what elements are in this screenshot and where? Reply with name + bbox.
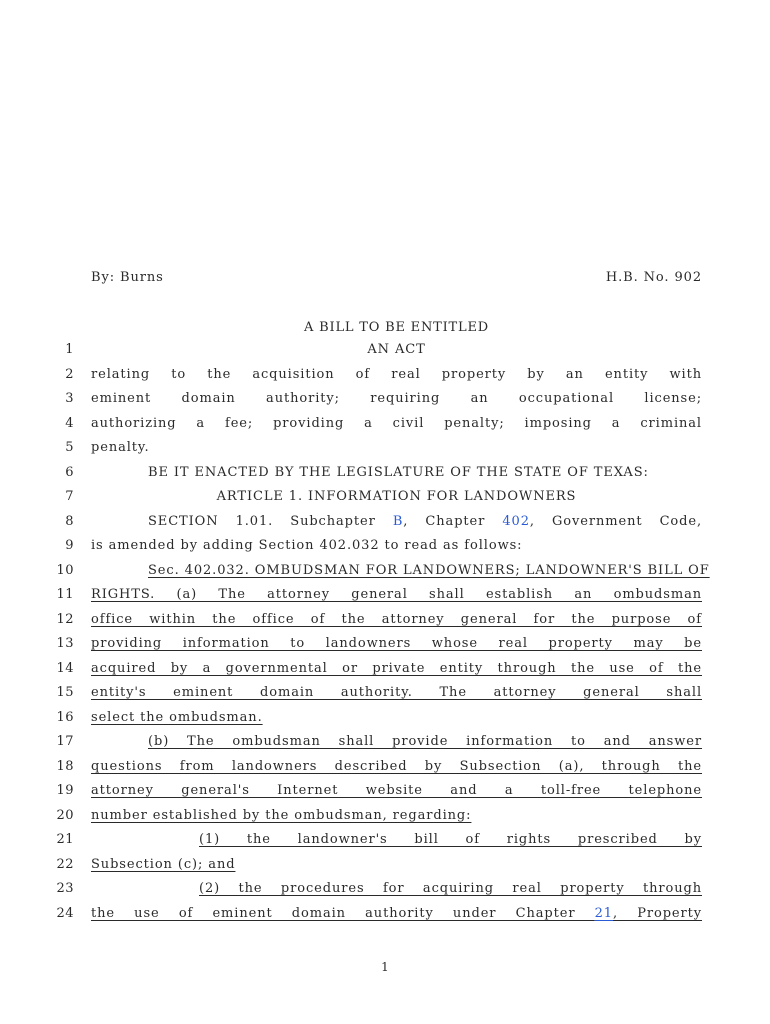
- line-number: 24: [56, 905, 74, 921]
- line-number: 4: [65, 415, 74, 431]
- text-run: AN ACT: [367, 342, 426, 357]
- line-text: [91, 832, 702, 847]
- statute-link[interactable]: 402: [502, 513, 530, 529]
- bill-text-lines: [0, 340, 770, 928]
- line-number: 18: [56, 758, 74, 774]
- line-text: [91, 734, 702, 749]
- statute-link[interactable]: 21: [594, 905, 613, 921]
- line-number: 13: [56, 636, 74, 651]
- line-number: 23: [56, 881, 74, 896]
- text-run: authorizing a fee; providing a civil penalty; imposing a criminal: [91, 415, 702, 431]
- text-run: BE IT ENACTED BY THE LEGISLATURE OF THE STATE OF TEXAS:: [148, 464, 649, 480]
- text-run: (2) the procedures for acquiring real property through: [199, 881, 702, 896]
- line-number: 12: [56, 611, 74, 627]
- text-run: Subsection (c); and: [91, 856, 236, 872]
- statute-link[interactable]: B: [392, 513, 404, 529]
- text-run: (1) the landowner's bill of rights prescribed by: [199, 832, 702, 847]
- bill-line: [0, 536, 770, 561]
- text-run: attorney general's Internet website and a toll-free telephone: [91, 783, 702, 798]
- text-run: , Government Code,: [529, 513, 702, 529]
- text-run: relating to the acquisition of real property by an entity with: [91, 366, 702, 382]
- line-text: [91, 808, 702, 823]
- bill-title: A BILL TO BE ENTITLED: [304, 320, 489, 335]
- text-run: providing information to landowners whose real property may be: [91, 636, 702, 651]
- line-number: 17: [56, 734, 74, 749]
- line-text: [91, 465, 702, 480]
- line-text: [91, 612, 702, 627]
- bill-number: H.B. No. 902: [605, 270, 702, 285]
- text-run: Sec. 402.032. OMBUDSMAN FOR LANDOWNERS; LANDOWNER'S BILL OF: [148, 562, 710, 578]
- line-text: [91, 906, 702, 921]
- line-text: [91, 416, 702, 431]
- text-run: office within the office of the attorney general for the purpose of: [91, 611, 702, 627]
- text-run: ARTICLE 1. INFORMATION FOR LANDOWNERS: [216, 489, 577, 504]
- line-number: 11: [56, 587, 74, 602]
- line-text: [91, 489, 702, 504]
- line-text: [91, 587, 702, 602]
- bill-line: [0, 732, 770, 757]
- bill-line: [0, 757, 770, 782]
- bill-line: [0, 585, 770, 610]
- line-text: [91, 685, 702, 700]
- line-text: [91, 636, 702, 651]
- line-text: [91, 661, 702, 676]
- line-number: 10: [56, 562, 74, 578]
- bill-line: [0, 830, 770, 855]
- line-number: 3: [65, 391, 74, 406]
- line-number: 14: [56, 660, 74, 676]
- line-number: 20: [56, 807, 74, 823]
- text-run: eminent domain authority; requiring an occupational license;: [91, 391, 702, 406]
- line-number: 9: [65, 538, 74, 553]
- bill-line: [0, 487, 770, 512]
- bill-line: [0, 683, 770, 708]
- bill-line: [0, 389, 770, 414]
- line-number: 22: [56, 856, 74, 872]
- bill-line: [0, 512, 770, 537]
- line-text: [91, 759, 702, 774]
- bill-line: [0, 561, 770, 586]
- line-number: 16: [56, 709, 74, 725]
- text-run: entity's eminent domain authority. The attorney general shall: [91, 685, 702, 700]
- line-number: 21: [56, 832, 74, 847]
- bill-line: [0, 806, 770, 831]
- line-text: [91, 710, 702, 725]
- bill-line: [0, 855, 770, 880]
- line-number: 8: [65, 513, 74, 529]
- text-run: select the ombudsman.: [91, 709, 263, 725]
- line-text: [91, 538, 702, 553]
- bill-line: [0, 634, 770, 659]
- text-run: number established by the ombudsman, regarding:: [91, 807, 472, 823]
- text-run: is amended by adding Section 402.032 to read as follows:: [91, 538, 523, 553]
- bill-line: [0, 463, 770, 488]
- bill-line: [0, 708, 770, 733]
- line-number: 5: [65, 440, 74, 455]
- line-number: 2: [65, 366, 74, 382]
- bill-line: [0, 781, 770, 806]
- line-number: 15: [56, 685, 74, 700]
- line-number: 7: [65, 489, 74, 504]
- line-text: [91, 342, 702, 357]
- bill-line: [0, 659, 770, 684]
- line-text: [91, 857, 702, 872]
- text-run: acquired by a governmental or private entity through the use of the: [91, 660, 702, 676]
- line-text: [91, 440, 702, 455]
- line-text: [91, 881, 702, 896]
- bill-line: [0, 610, 770, 635]
- bill-line: [0, 414, 770, 439]
- line-text: [91, 367, 702, 382]
- text-run: penalty.: [91, 440, 150, 455]
- bill-line: [0, 340, 770, 365]
- line-text: [91, 783, 702, 798]
- bill-author: By: Burns: [91, 270, 164, 285]
- page-number: 1: [381, 960, 389, 974]
- text-run: , Property: [612, 905, 702, 921]
- bill-line: [0, 365, 770, 390]
- text-run: RIGHTS. (a) The attorney general shall establish an ombudsman: [91, 587, 702, 602]
- text-run: the use of eminent domain authority under Chapter: [91, 905, 595, 921]
- text-run: questions from landowners described by Subsection (a), through the: [91, 758, 702, 774]
- bill-line: [0, 879, 770, 904]
- line-number: 1: [65, 342, 74, 357]
- line-text: [91, 562, 710, 578]
- text-run: , Chapter: [403, 513, 503, 529]
- bill-line: [0, 438, 770, 463]
- line-number: 6: [65, 464, 74, 480]
- line-number: 19: [56, 783, 74, 798]
- line-text: [91, 391, 702, 406]
- line-text: [91, 514, 702, 529]
- text-run: (b) The ombudsman shall provide information to and answer: [148, 734, 702, 749]
- bill-line: [0, 904, 770, 929]
- text-run: SECTION 1.01. Subchapter: [148, 513, 393, 529]
